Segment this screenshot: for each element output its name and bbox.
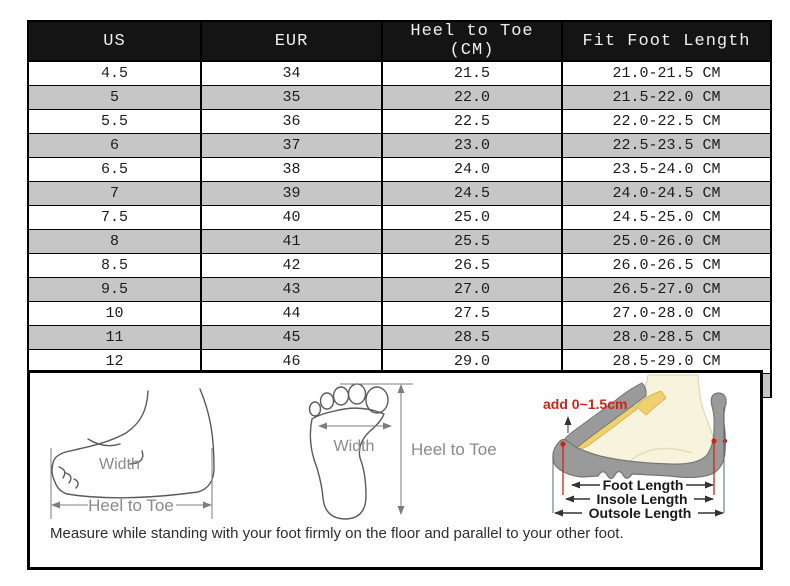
table-cell: 26.5	[382, 254, 562, 278]
table-cell: 5	[28, 86, 201, 110]
column-header: Heel to Toe (CM)	[382, 21, 562, 61]
outsole-length-dimension	[555, 505, 723, 521]
table-header-row	[28, 21, 771, 61]
table-cell: 22.0	[382, 86, 562, 110]
side-width-label: Width	[99, 456, 140, 473]
table-row	[28, 158, 771, 182]
measure-note: Measure while standing with your foot firmly on the floor and parallel to your other foot.	[50, 525, 624, 542]
table-cell: 45	[201, 326, 382, 350]
table-cell: 42	[201, 254, 382, 278]
table-cell: 26.5-27.0 CM	[562, 278, 771, 302]
table-row	[28, 182, 771, 206]
table-cell: 25.5	[382, 230, 562, 254]
table-cell: 24.5	[382, 182, 562, 206]
table-cell: 34	[201, 61, 382, 86]
add-note-label: add 0~1.5cm	[543, 396, 628, 412]
table-row	[28, 254, 771, 278]
table-cell: 23.5-24.0 CM	[562, 158, 771, 182]
table-cell: 25.0	[382, 206, 562, 230]
table-cell: 28.0-28.5 CM	[562, 326, 771, 350]
table-row	[28, 230, 771, 254]
table-cell: 29.0	[382, 350, 562, 374]
table-cell: 37	[201, 134, 382, 158]
table-row	[28, 278, 771, 302]
top-heel-to-toe-label: Heel to Toe	[411, 440, 497, 459]
table-row	[28, 326, 771, 350]
table-cell: 28.5-29.0 CM	[562, 350, 771, 374]
top-width-label: Width	[333, 438, 375, 455]
table-cell: 10	[28, 302, 201, 326]
measurement-figure	[27, 370, 763, 570]
table-cell: 4.5	[28, 61, 201, 86]
table-cell: 21.5-22.0 CM	[562, 86, 771, 110]
table-cell: 21.0-21.5 CM	[562, 61, 771, 86]
table-cell: 7	[28, 182, 201, 206]
table-cell: 5.5	[28, 110, 201, 134]
table-row	[28, 206, 771, 230]
table-row	[28, 86, 771, 110]
table-cell: 8.5	[28, 254, 201, 278]
table-cell: 28.5	[382, 326, 562, 350]
table-cell: 36	[201, 110, 382, 134]
table-cell: 24.0-24.5 CM	[562, 182, 771, 206]
table-cell: 7.5	[28, 206, 201, 230]
measurement-illustrations	[30, 373, 760, 549]
table-cell: 35	[201, 86, 382, 110]
table-cell: 44	[201, 302, 382, 326]
table-row	[28, 134, 771, 158]
table-cell: 24.5-25.0 CM	[562, 206, 771, 230]
table-cell: 40	[201, 206, 382, 230]
table-row	[28, 110, 771, 134]
table-row	[28, 302, 771, 326]
column-header: EUR	[201, 21, 382, 61]
side-foot-diagram	[51, 389, 214, 519]
side-heel-to-toe-label: Heel to Toe	[88, 496, 174, 515]
table-cell: 46	[201, 350, 382, 374]
table-row	[28, 61, 771, 86]
foot-length-label: Foot Length	[602, 477, 684, 493]
insole-length-label: Insole Length	[596, 491, 688, 507]
table-cell: 22.0-22.5 CM	[562, 110, 771, 134]
table-cell: 43	[201, 278, 382, 302]
table-cell: 12	[28, 350, 201, 374]
table-cell: 8	[28, 230, 201, 254]
outsole-length-label: Outsole Length	[588, 505, 692, 521]
table-cell: 21.5	[382, 61, 562, 86]
table-cell: 22.5	[382, 110, 562, 134]
table-cell: 26.0-26.5 CM	[562, 254, 771, 278]
shoe-diagram	[543, 375, 727, 521]
table-cell: 25.0-26.0 CM	[562, 230, 771, 254]
size-table	[27, 20, 772, 398]
table-cell: 23.0	[382, 134, 562, 158]
footprint-diagram	[310, 384, 497, 519]
table-cell: 27.5	[382, 302, 562, 326]
column-header: Fit Foot Length	[562, 21, 771, 61]
table-cell: 38	[201, 158, 382, 182]
table-cell: 22.5-23.5 CM	[562, 134, 771, 158]
column-header: US	[28, 21, 201, 61]
table-cell: 9.5	[28, 278, 201, 302]
table-cell: 27.0-28.0 CM	[562, 302, 771, 326]
table-cell: 24.0	[382, 158, 562, 182]
table-cell: 11	[28, 326, 201, 350]
table-cell: 6.5	[28, 158, 201, 182]
table-cell: 39	[201, 182, 382, 206]
table-cell: 41	[201, 230, 382, 254]
table-cell: 6	[28, 134, 201, 158]
table-cell: 27.0	[382, 278, 562, 302]
